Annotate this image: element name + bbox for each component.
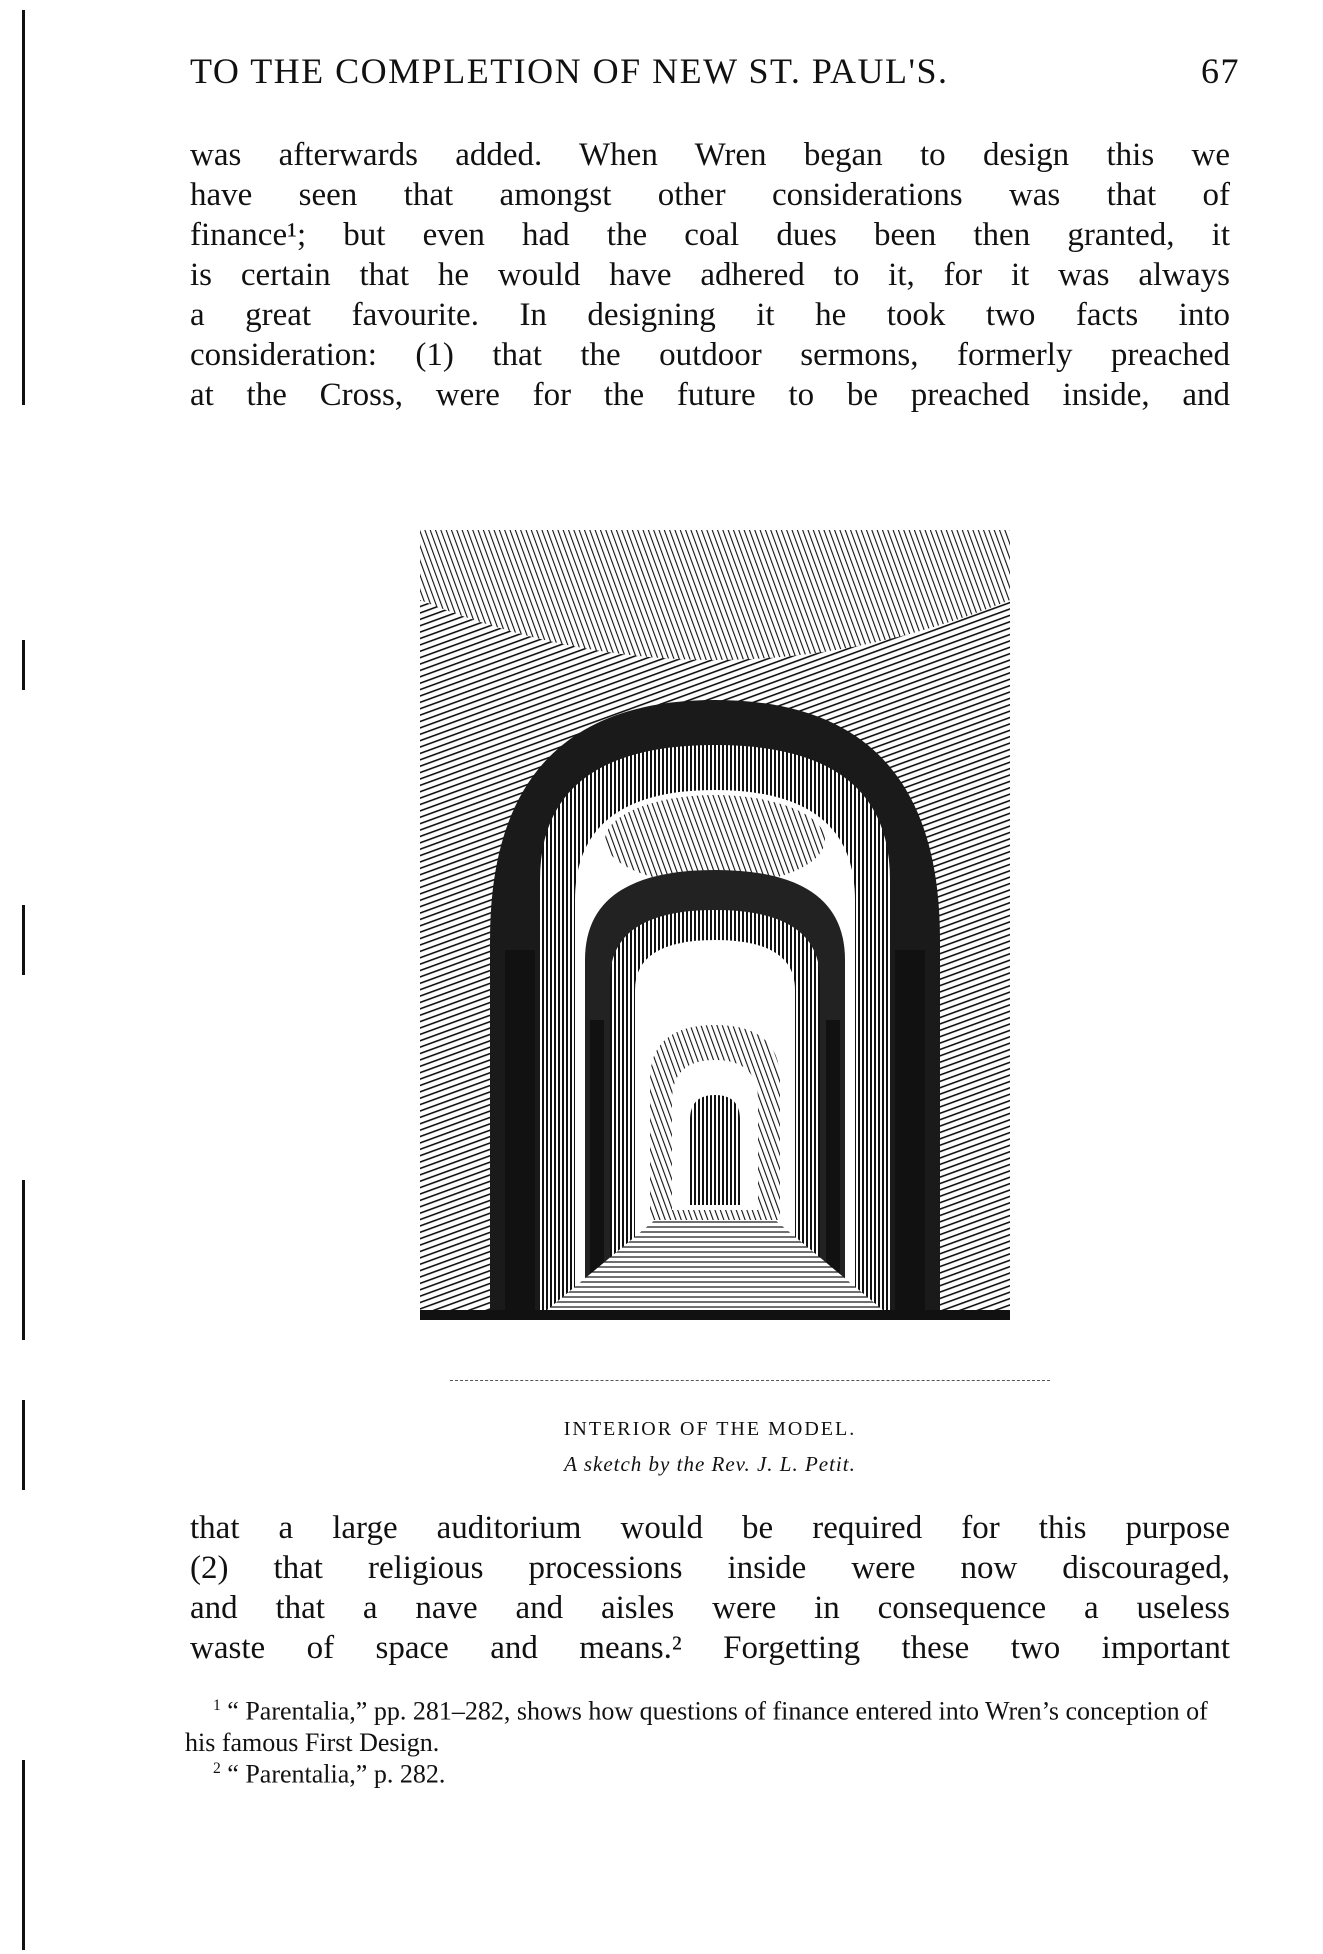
running-head: [190, 50, 1240, 92]
footnote-text: “ Parentalia,” p. 282.: [227, 1759, 446, 1789]
text-line: that a large auditorium would be required for this purpose: [190, 1510, 1230, 1546]
text-line: is certain that he would have adhered to it, for it was always: [190, 257, 1230, 293]
running-head-title: TO THE COMPLETION OF NEW ST. PAUL'S.: [190, 51, 949, 91]
text-line: waste of space and means.² Forgetting these two important: [190, 1630, 1230, 1666]
scan-edge-line: [22, 905, 25, 975]
text-line: consideration: (1) that the outdoor sermons, formerly preached: [190, 337, 1230, 373]
scan-edge-line: [22, 10, 25, 405]
scan-edge-line: [22, 1760, 25, 1950]
engraving-illustration: [410, 520, 1020, 1330]
paragraph-top: [190, 135, 1230, 415]
figure-caption-title: INTERIOR OF THE MODEL.: [563, 1418, 857, 1440]
text-line: (2) that religious processions inside were now discouraged,: [190, 1550, 1230, 1586]
paragraph-bottom: [190, 1508, 1230, 1668]
footnote-marker: 2: [213, 1760, 221, 1777]
scan-edge-line: [22, 640, 25, 690]
footnote-2: [185, 1753, 1235, 1790]
figure-rule: [450, 1380, 1050, 1381]
footnote-text: “ Parentalia,” pp. 281–282, shows how questions of finance entered into Wren’s conception of his famous First Design.: [185, 1696, 1208, 1757]
page-number: 67: [1201, 51, 1240, 91]
text-line: and that a nave and aisles were in consequence a useless: [190, 1590, 1230, 1626]
scan-edge-line: [22, 1180, 25, 1340]
text-line: have seen that amongst other considerations was that of: [190, 177, 1230, 213]
text-line: a great favourite. In designing it he took two facts into: [190, 297, 1230, 333]
footnote-marker: 1: [213, 1697, 221, 1714]
interior-sketch-image: [410, 520, 1020, 1330]
text-line: at the Cross, were for the future to be preached inside, and: [190, 377, 1230, 413]
text-line: finance¹; but even had the coal dues been then granted, it: [190, 217, 1230, 253]
scan-edge-line: [22, 1400, 25, 1490]
figure-caption-credit: A sketch by the Rev. J. L. Petit.: [564, 1452, 856, 1476]
text-line: was afterwards added. When Wren began to design this we: [190, 137, 1230, 173]
footnote-1: [185, 1690, 1235, 1758]
